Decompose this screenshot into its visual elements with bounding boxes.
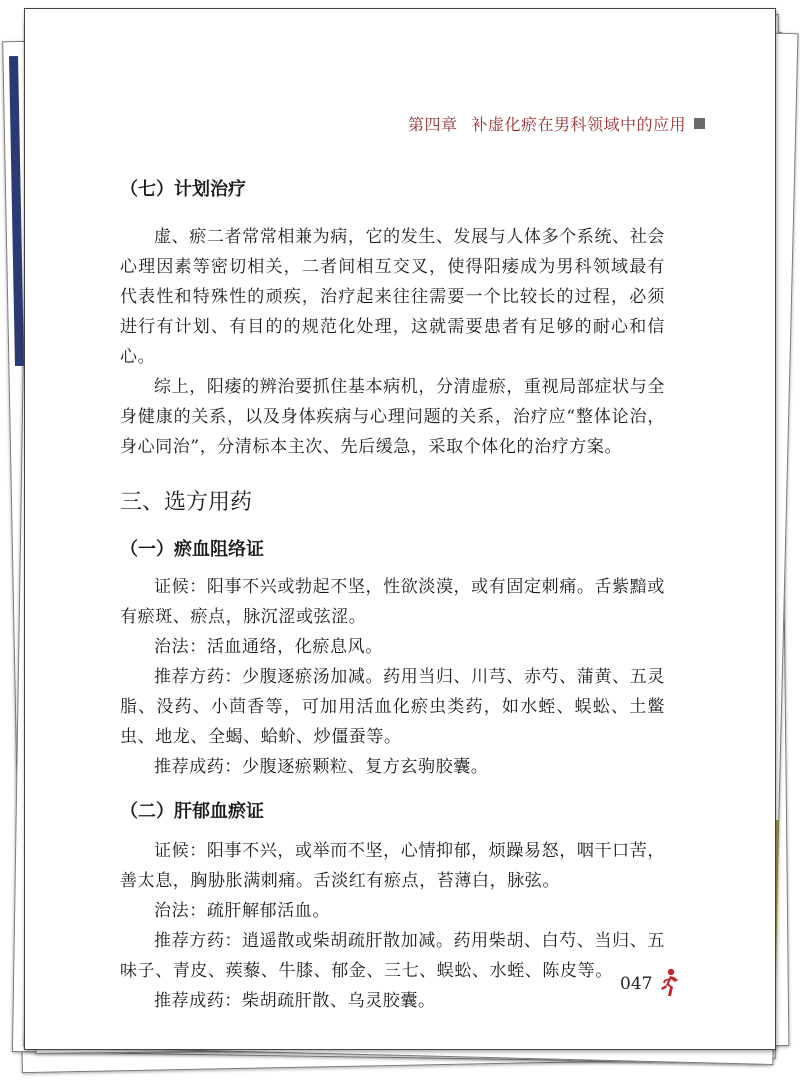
paragraph: 推荐成药：少腹逐瘀颗粒、复方玄驹胶囊。	[154, 757, 489, 777]
paragraph: 证候：阳事不兴或勃起不坚，性欲淡漠，或有固定刺痛。舌紫黯或有瘀斑、瘀点，脉沉涩或弦涩。	[120, 577, 665, 627]
running-header	[408, 112, 705, 135]
paragraph: 推荐方药：逍遥散或柴胡疏肝散加减。药用柴胡、白芍、当归、五味子、青皮、蒺藜、牛膝、郁金、三七、蜈蚣、水蛭、陈皮等。	[120, 931, 665, 981]
chapter-number: 第四章	[407, 115, 458, 134]
chapter-title: 补虚化瘀在男科领域中的应用	[471, 115, 686, 134]
paragraph: 综上，阳痿的辨治要抓住基本病机，分清虚瘀，重视局部症状与全身健康的关系，以及身体疾病与心理问题的关系，治疗应“整体论治，身心同治”，分清标本主次、先后缓急，采取个体化的治疗方案。	[120, 377, 665, 457]
paragraph: 虚、瘀二者常常相兼为病，它的发生、发展与人体多个系统、社会心理因素等密切相关，二者间相互交叉，使得阳痿成为男科领域最有代表性和特殊性的顽疾，治疗起来往往需要一个比较长的过程，必须进行有计划、有目的的规范化处理，这就需要患者有足够的耐心和信心。	[120, 227, 665, 367]
paragraph: 治法：疏肝解郁活血。	[154, 901, 330, 921]
square-marker-icon	[694, 118, 705, 129]
paragraph: 推荐方药：少腹逐瘀汤加减。药用当归、川芎、赤芍、蒲黄、五灵脂、没药、小茴香等，可加用活血化瘀虫类药，如水蛭、蜈蚣、土鳖虫、地龙、全蝎、蛤蚧、炒僵蚕等。	[120, 667, 665, 747]
section-heading-prescription: 三、选方用药	[120, 490, 253, 515]
page-number: 047	[620, 974, 653, 994]
paragraph: 治法：活血通络，化瘀息风。	[154, 637, 383, 657]
section-heading-plan-treatment: （七）计划治疗	[120, 179, 246, 200]
page-number-block	[620, 968, 682, 1000]
paragraph: 推荐成药：柴胡疏肝散、乌灵胶囊。	[154, 991, 436, 1011]
subsection-heading-blood-stasis: （一）瘀血阻络证	[120, 539, 264, 560]
page-body	[120, 176, 665, 1016]
subsection-heading-liver-stagnation: （二）肝郁血瘀证	[120, 801, 264, 822]
paragraph: 证候：阳事不兴，或举而不坚，心情抑郁，烦躁易怒，咽干口苦，善太息，胸胁胀满刺痛。舌淡红有瘀点，苔薄白，脉弦。	[120, 841, 665, 891]
running-man-icon	[656, 968, 682, 1000]
